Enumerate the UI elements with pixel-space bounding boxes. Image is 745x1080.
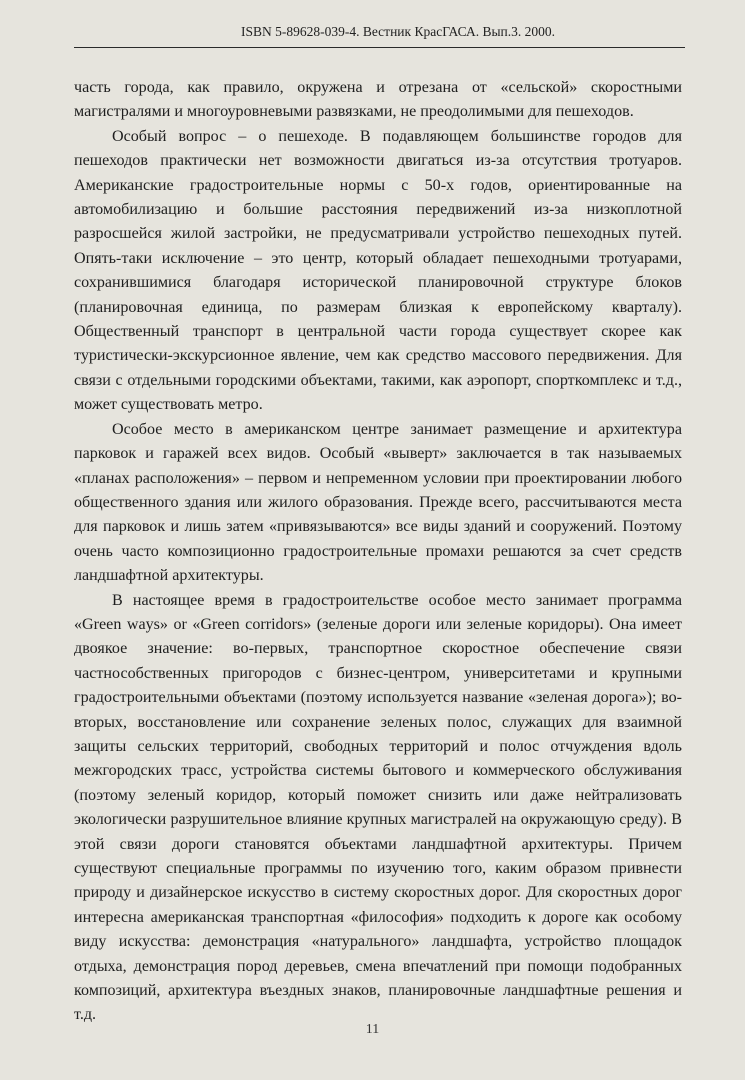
page-number: 11 [365,1022,380,1037]
paragraph-pedestrians: Особый вопрос – о пешеходе. В подавляющем большинстве городов для пешеходов практически нет возможности двигаться из-за отсутствия тротуаров. Американские градостроительные нормы с 50-х годов, ориентированные на автомобилизацию и большие расстояния передвижений из-за низкоплотной разросшейся жилой застройки, не предусматривали устройство пешеходных путей. Опять-таки исключение – это центр, который обладает пешеходными тротуарами, сохранившимися благодаря исторической планировочной структуре блоков (планировочная единица, по размерам близкая к европейскому кварталу). Общественный транспорт в центральной части города существует скорее как туристически-экскурсионное явление, чем как средство массового передвижения. Для связи с отдельными городскими объектами, такими, как аэропорт, спорткомплекс и т.д., может существовать метро. [74,127,682,414]
header-rule [74,47,685,48]
running-title: ISBN 5-89628-039-4. Вестник КрасГАСА. Вып.3. 2000. [240,24,555,39]
paragraph-parking: Особое место в американском центре занимает размещение и архитектура парковок и гаражей всех видов. Особый «выверт» заключается в так называемых «планах расположения» – первом и непременном условии при проектировании любого общественного здания или жилого образования. Прежде всего, рассчитываются места для парковок и лишь затем «привязываются» все виды зданий и сооружений. Поэтому очень часто композиционно градостроительные промахи решаются за счет средств ландшафтной архитектуры. [74,420,682,585]
paragraph-green-ways: В настоящее время в градостроительстве особое место занимает программа «Green ways» or «Green corridors» (зеленые дороги или зеленые коридоры). Она имеет двоякое значение: во-первых, транспортное скоростное обеспечение связи частнособственных пригородов с бизнес-центром, университетами и крупными градостроительными объектами (поэтому используется название «зеленая дорога»); во-вторых, восстановление или сохранение зеленых полос, служащих для взаимной защиты сельских территорий, свободных территорий и полос отчуждения вдоль межгородских трасс, устройства системы бытового и коммерческого обслуживания (поэтому зеленый коридор, который поможет снизить или даже нейтрализовать экологически разрушительное влияние крупных магистралей на окружающую среду). В этой связи дороги становятся объектами ландшафтной архитектуры. Причем существуют специальные программы по изучению того, каким образом привнести природу и дизайнерское искусство в систему скоростных дорог. Для скоростных дорог интересна американская транспортная «философия» подходить к дороге как особому виду искусства: демонстрация «натурального» ландшафта, устройство площадок отдыха, демонстрация пород деревьев, смена впечатлений при помощи подобранных композиций, архитектура въездных знаков, планировочные ландшафтные решения и т.д. [74,591,682,1024]
article-body [74,76,682,1028]
paragraph-continuation: часть города, как правило, окружена и отрезана от «сельской» скоростными магистралями и многоуровневыми развязками, не преодолимыми для пешеходов. [74,79,682,121]
page-header [74,18,685,48]
